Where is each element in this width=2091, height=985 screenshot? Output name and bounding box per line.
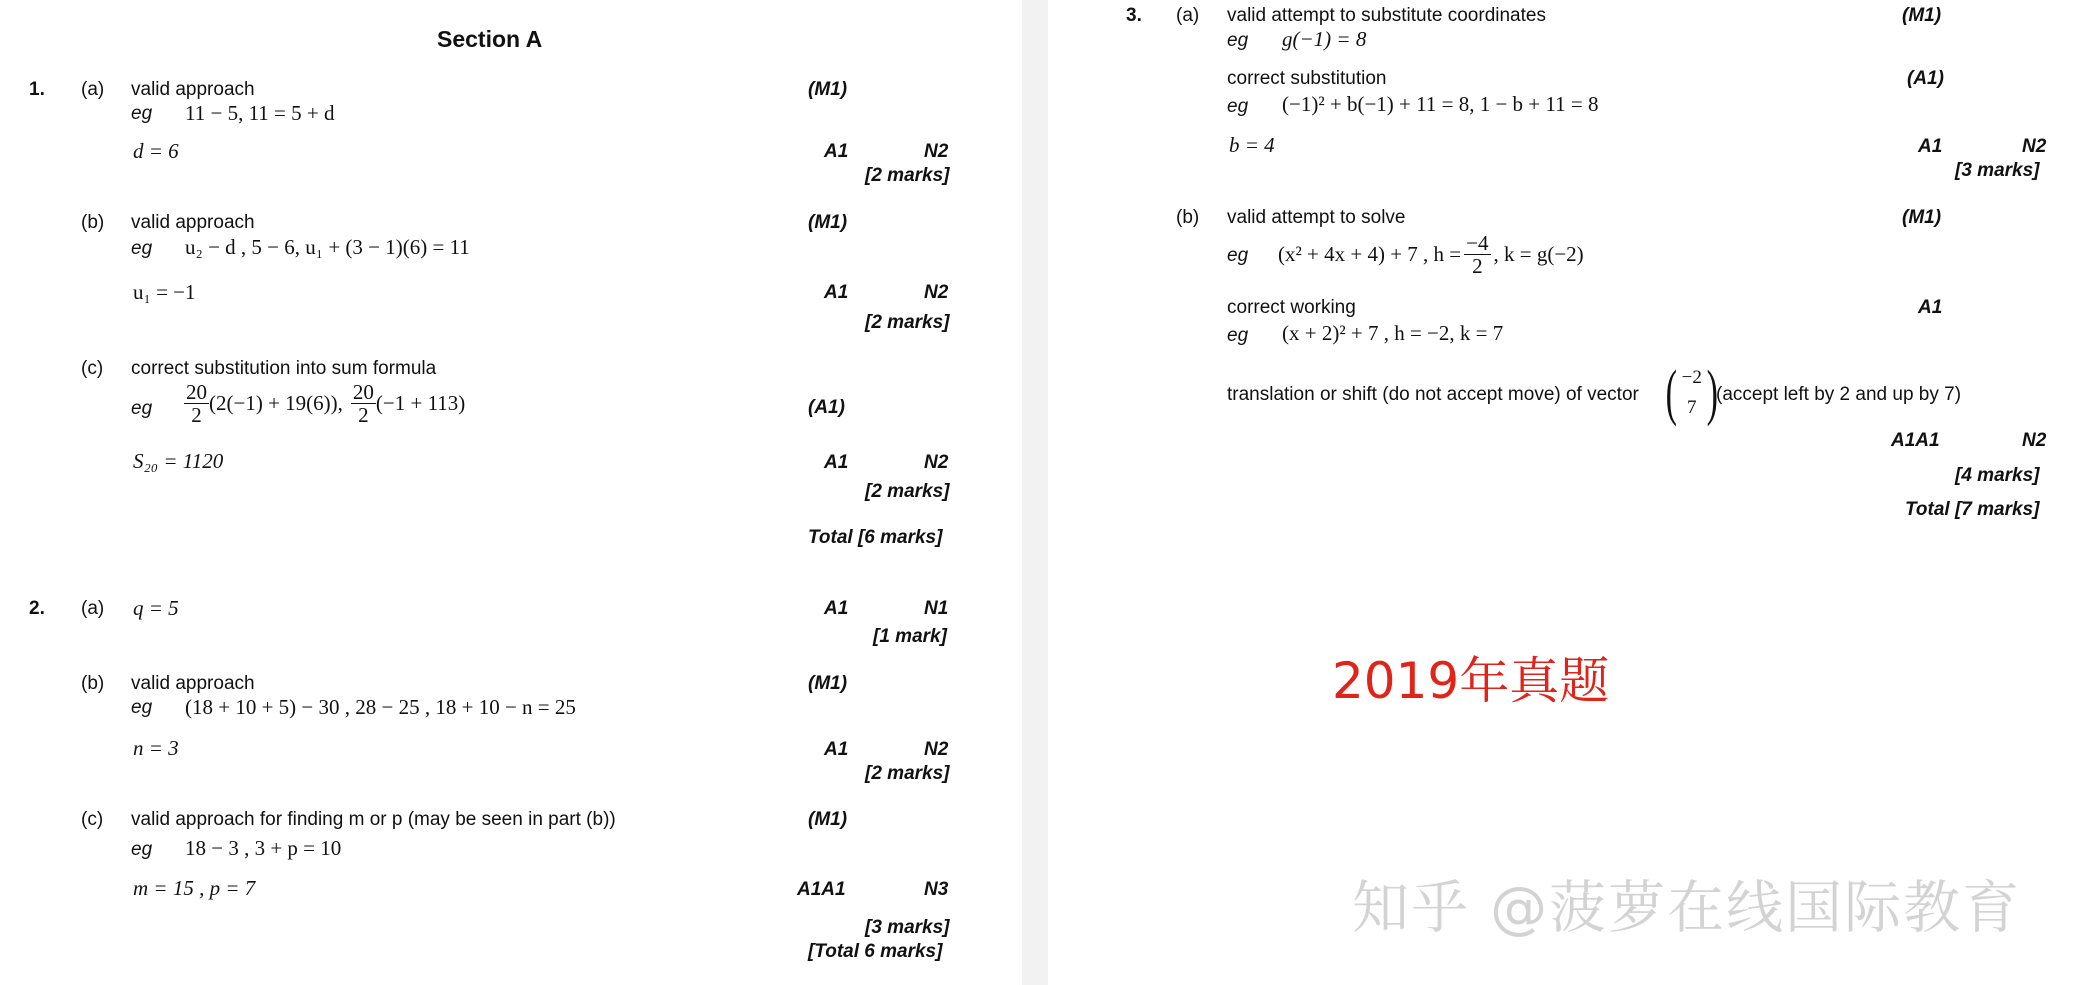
q2b-eg: eg bbox=[131, 697, 153, 718]
q2c-label: (c) bbox=[81, 809, 104, 830]
q2-grand-total: [Total 6 marks] bbox=[808, 941, 943, 962]
q1c-label: (c) bbox=[81, 358, 104, 379]
q2a-total: [1 mark] bbox=[873, 626, 947, 647]
q1a-eg-expr: 11 − 5, 11 = 5 + d bbox=[185, 101, 335, 125]
q1a-total: [2 marks] bbox=[865, 165, 950, 186]
vector-bottom: 7 bbox=[1687, 397, 1697, 418]
q1c-expr-2: (−1 + 113) bbox=[375, 391, 466, 416]
q3b-method-mark-1: (M1) bbox=[1902, 207, 1942, 228]
q3b-text-3b: (accept left by 2 and up by 7) bbox=[1716, 384, 1962, 405]
q1c-expr-1: (2(−1) + 19(6)), bbox=[209, 391, 343, 416]
q1c-n-mark: N2 bbox=[924, 452, 949, 473]
q1a-label: (a) bbox=[81, 79, 105, 100]
q2b-method-mark: (M1) bbox=[808, 673, 848, 694]
q1a-text: valid approach bbox=[131, 79, 255, 100]
q2b-n-mark: N2 bbox=[924, 739, 949, 760]
q2b-label: (b) bbox=[81, 673, 105, 694]
q3a-eg-2: eg bbox=[1227, 96, 1249, 117]
q2b-total: [2 marks] bbox=[865, 763, 950, 784]
page-gutter bbox=[1022, 0, 1048, 985]
q1a-n-mark: N2 bbox=[924, 141, 949, 162]
q3b-text-2: correct working bbox=[1227, 297, 1356, 318]
q3-grand-total: Total [7 marks] bbox=[1905, 499, 2040, 520]
q3b-text-3a: translation or shift (do not accept move) of vector bbox=[1227, 384, 1639, 405]
q2c-eg: eg bbox=[131, 839, 153, 860]
q1b-total: [2 marks] bbox=[865, 312, 950, 333]
q3a-eg-2-expr: (−1)² + b(−1) + 11 = 8, 1 − b + 11 = 8 bbox=[1282, 92, 1599, 116]
q1c-eg: eg bbox=[131, 398, 153, 419]
q2c-eg-expr: 18 − 3 , 3 + p = 10 bbox=[185, 836, 342, 860]
q3b-vector bbox=[1661, 359, 1723, 427]
q1a-method-mark: (M1) bbox=[808, 79, 848, 100]
q2b-text: valid approach bbox=[131, 673, 255, 694]
q3a-text-2: correct substitution bbox=[1227, 68, 1387, 89]
q1a-answer-mark: A1 bbox=[824, 141, 849, 162]
q1b-label: (b) bbox=[81, 212, 105, 233]
q2c-method-mark: (M1) bbox=[808, 809, 848, 830]
q3b-answer-mark-2: A1A1 bbox=[1891, 430, 1940, 451]
q1c-eg-expr bbox=[184, 381, 465, 426]
q2b-eg-expr: (18 + 10 + 5) − 30 , 28 − 25 , 18 + 10 − n = 25 bbox=[185, 695, 576, 719]
year-stamp: 2019年真题 bbox=[1332, 652, 1610, 710]
q1b-n-mark: N2 bbox=[924, 282, 949, 303]
q3b-eg-2: eg bbox=[1227, 325, 1249, 346]
q3a-label: (a) bbox=[1176, 5, 1200, 26]
section-title: Section A bbox=[437, 26, 543, 52]
q1b-result: u₁ = −1 bbox=[133, 280, 196, 304]
q2a-result: q = 5 bbox=[133, 596, 179, 620]
q3a-text: valid attempt to substitute coordinates bbox=[1227, 5, 1546, 26]
q3a-total: [3 marks] bbox=[1955, 160, 2040, 181]
q1c-total: [2 marks] bbox=[865, 481, 950, 502]
q3a-method-mark-2: (A1) bbox=[1907, 68, 1944, 89]
question-2-number: 2. bbox=[29, 598, 45, 619]
q2c-text: valid approach for finding m or p (may be seen in part (b)) bbox=[131, 809, 616, 830]
question-1-number: 1. bbox=[29, 79, 45, 100]
q1a-eg: eg bbox=[131, 103, 153, 124]
q2c-result: m = 15 , p = 7 bbox=[133, 876, 256, 900]
q1c-text: correct substitution into sum formula bbox=[131, 358, 437, 379]
q3a-result: b = 4 bbox=[1229, 133, 1275, 157]
q1a-result: d = 6 bbox=[133, 139, 179, 163]
q1b-answer-mark: A1 bbox=[824, 282, 849, 303]
q3a-n-mark: N2 bbox=[2022, 136, 2047, 157]
q3b-n-mark: N2 bbox=[2022, 430, 2047, 451]
q1c-method-mark: (A1) bbox=[808, 397, 845, 418]
q1-grand-total: Total [6 marks] bbox=[808, 527, 943, 548]
q3b-fraction: $\frac{-4}{2}$ bbox=[1466, 231, 1489, 279]
q3b-answer-mark-1: A1 bbox=[1918, 297, 1943, 318]
q3b-eg-1: eg bbox=[1227, 245, 1249, 266]
q1b-eg-expr: u₂ − d , 5 − 6, u₁ + (3 − 1)(6) = 11 bbox=[185, 235, 470, 259]
q3b-label: (b) bbox=[1176, 207, 1200, 228]
watermark: 知乎 @菠萝在线国际教育 bbox=[1352, 875, 2022, 941]
question-3-number: 3. bbox=[1126, 5, 1142, 26]
q2c-total: [3 marks] bbox=[865, 917, 950, 938]
q2b-result: n = 3 bbox=[133, 736, 179, 760]
vector-right-paren: ) bbox=[1706, 359, 1718, 427]
q1b-method-mark: (M1) bbox=[808, 212, 848, 233]
q2b-answer-mark: A1 bbox=[824, 739, 849, 760]
vector-components bbox=[1682, 363, 1702, 423]
q3b-total: [4 marks] bbox=[1955, 465, 2040, 486]
q3a-eg-1-expr: g(−1) = 8 bbox=[1282, 27, 1367, 51]
q3a-eg-1: eg bbox=[1227, 30, 1249, 51]
q2a-answer-mark: A1 bbox=[824, 598, 849, 619]
q2c-answer-mark: A1A1 bbox=[797, 879, 846, 900]
q2c-n-mark: N3 bbox=[924, 879, 949, 900]
q1c-fraction-2: $\frac{20}{2}$ bbox=[352, 380, 374, 428]
q3b-text: valid attempt to solve bbox=[1227, 207, 1406, 228]
q1c-answer-mark: A1 bbox=[824, 452, 849, 473]
q1c-fraction-1: $\frac{20}{2}$ bbox=[186, 380, 207, 428]
q1b-eg: eg bbox=[131, 238, 153, 259]
q3b-eg-1-expr-a: (x² + 4x + 4) + 7 , h = bbox=[1278, 242, 1462, 267]
vector-top: −2 bbox=[1681, 367, 1702, 388]
q3a-method-mark-1: (M1) bbox=[1902, 5, 1942, 26]
q2a-label: (a) bbox=[81, 598, 105, 619]
vector-left-paren: ( bbox=[1665, 359, 1678, 427]
q3b-eg-1-expr-b: , k = g(−2) bbox=[1493, 242, 1584, 267]
q3a-answer-mark: A1 bbox=[1918, 136, 1943, 157]
q2a-n-mark: N1 bbox=[924, 598, 949, 619]
q3b-eg-2-expr: (x + 2)² + 7 , h = −2, k = 7 bbox=[1282, 321, 1504, 345]
q1c-result: S₂₀ = 1120 bbox=[133, 449, 224, 473]
q3b-eg-1-expr bbox=[1278, 232, 1584, 277]
q1b-text: valid approach bbox=[131, 212, 255, 233]
